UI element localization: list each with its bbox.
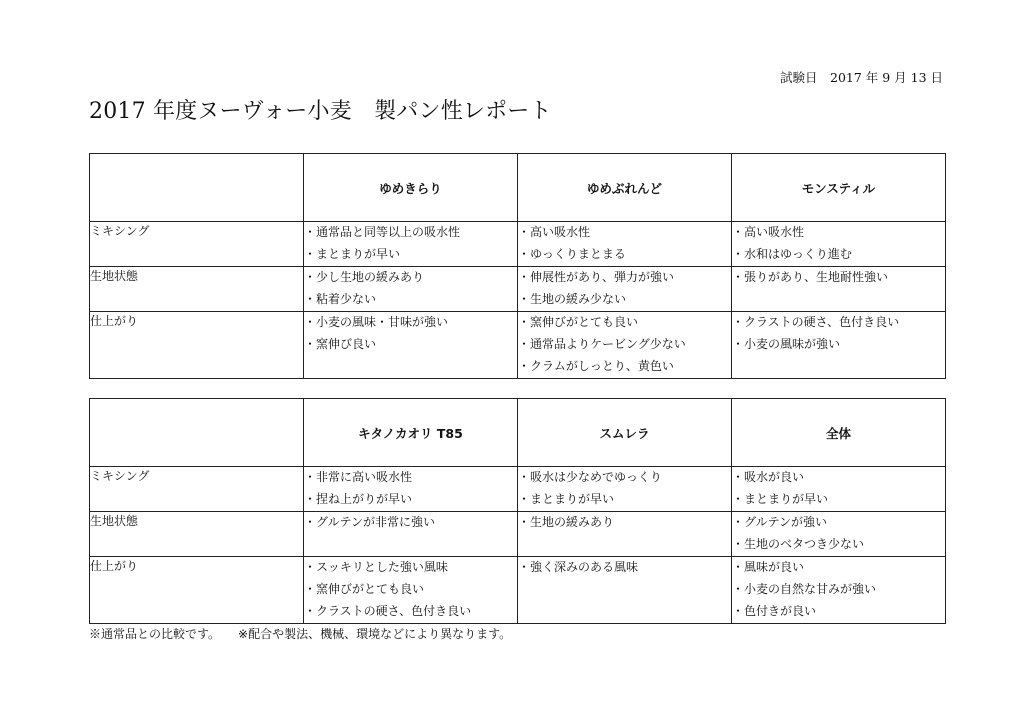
cell-item: ・生地のベタつき少ない: [732, 537, 865, 551]
footnote-disclaimer: ※配合や製法、機械、環境などにより異なります。: [238, 627, 512, 641]
cell-item: ・強く深みのある風味: [518, 560, 639, 574]
cell-item: ・クラストの硬さ、色付き良い: [732, 315, 900, 329]
row-label: 生地状態: [90, 512, 304, 557]
cell-item: ・吸水は少なめでゆっくり: [518, 470, 662, 484]
cell-item: ・小麦の風味・甘味が強い: [304, 315, 449, 329]
cell-item: ・張りがあり、生地耐性強い: [732, 270, 889, 284]
cell-item: ・吸水が良い: [732, 470, 805, 484]
test-date: 試験日 2017 年 9 月 13 日: [780, 70, 944, 85]
table-cell: [732, 222, 946, 267]
table-row: [90, 312, 946, 379]
row-label: ミキシング: [90, 222, 304, 267]
cell-item: ・高い吸水性: [732, 225, 805, 239]
cell-item: ・グルテンが強い: [732, 515, 828, 529]
cell-item: ・色付きが良い: [732, 604, 817, 618]
table-cell: [732, 267, 946, 312]
cell-item: ・生地の緩み少ない: [518, 292, 627, 306]
table-cell: [518, 467, 732, 512]
cell-item: ・捏ね上がりが早い: [304, 492, 413, 506]
cell-item: ・クラストの硬さ、色付き良い: [304, 604, 472, 618]
table-row: [90, 222, 946, 267]
cell-item: ・まとまりが早い: [518, 492, 615, 506]
row-label: ミキシング: [90, 467, 304, 512]
cell-item: ・風味が良い: [732, 560, 805, 574]
table-cell: [518, 222, 732, 267]
row-label: 生地状態: [90, 267, 304, 312]
cell-item: ・窯伸び良い: [304, 337, 377, 351]
footnote: [89, 625, 511, 642]
header-row: [90, 154, 946, 222]
table-cell: [732, 467, 946, 512]
cell-item: ・ゆっくりまとまる: [518, 247, 626, 261]
row-label: 仕上がり: [90, 557, 304, 624]
column-header: 全体: [732, 399, 946, 467]
cell-item: ・非常に高い吸水性: [304, 470, 413, 484]
column-header: ゆめきらり: [304, 154, 518, 222]
table-cell: [518, 312, 732, 379]
cell-item: ・伸展性があり、弾力が強い: [518, 270, 675, 284]
row-label: 仕上がり: [90, 312, 304, 379]
cell-item: ・水和はゆっくり進む: [732, 247, 852, 261]
column-header: キタノカオリ T85: [304, 399, 518, 467]
table-cell: [732, 557, 946, 624]
column-header: モンスティル: [732, 154, 946, 222]
table-row: [90, 267, 946, 312]
column-header: ゆめぶれんど: [518, 154, 732, 222]
cell-item: ・まとまりが早い: [304, 247, 401, 261]
footnote-comparison: ※通常品との比較です。: [89, 627, 221, 641]
table-cell: [304, 222, 518, 267]
table-cell: [304, 557, 518, 624]
cell-item: ・クラムがしっとり、黄色い: [518, 359, 674, 373]
cell-item: ・グルテンが非常に強い: [304, 515, 436, 529]
table-cell: [304, 267, 518, 312]
cell-item: ・まとまりが早い: [732, 492, 829, 506]
cell-item: ・窯伸びがとても良い: [304, 582, 425, 596]
corner-cell: [90, 154, 304, 222]
table-cell: [732, 512, 946, 557]
cell-item: ・通常品と同等以上の吸水性: [304, 225, 461, 239]
cell-item: ・少し生地の緩みあり: [304, 270, 425, 284]
table-cell: [304, 512, 518, 557]
table-cell: [304, 467, 518, 512]
table-cell: [518, 512, 732, 557]
table-row: [90, 467, 946, 512]
table-row: [90, 512, 946, 557]
table-cell: [304, 312, 518, 379]
cell-item: ・小麦の風味が強い: [732, 337, 841, 351]
report-table-1: [89, 153, 946, 379]
column-header: スムレラ: [518, 399, 732, 467]
table-row: [90, 557, 946, 624]
page-title: 2017 年度ヌーヴォー小麦 製パン性レポート: [89, 99, 552, 124]
cell-item: ・小麦の自然な甘みが強い: [732, 582, 877, 596]
header-row: [90, 399, 946, 467]
cell-item: ・スッキリとした強い風味: [304, 560, 448, 574]
table-cell: [518, 267, 732, 312]
cell-item: ・高い吸水性: [518, 225, 591, 239]
cell-item: ・生地の緩みあり: [518, 515, 615, 529]
table-cell: [732, 312, 946, 379]
cell-item: ・粘着少ない: [304, 292, 377, 306]
report-table-2: [89, 398, 946, 624]
table-cell: [518, 557, 732, 624]
corner-cell: [90, 399, 304, 467]
cell-item: ・窯伸びがとても良い: [518, 315, 639, 329]
cell-item: ・通常品よりケービング少ない: [518, 337, 686, 351]
